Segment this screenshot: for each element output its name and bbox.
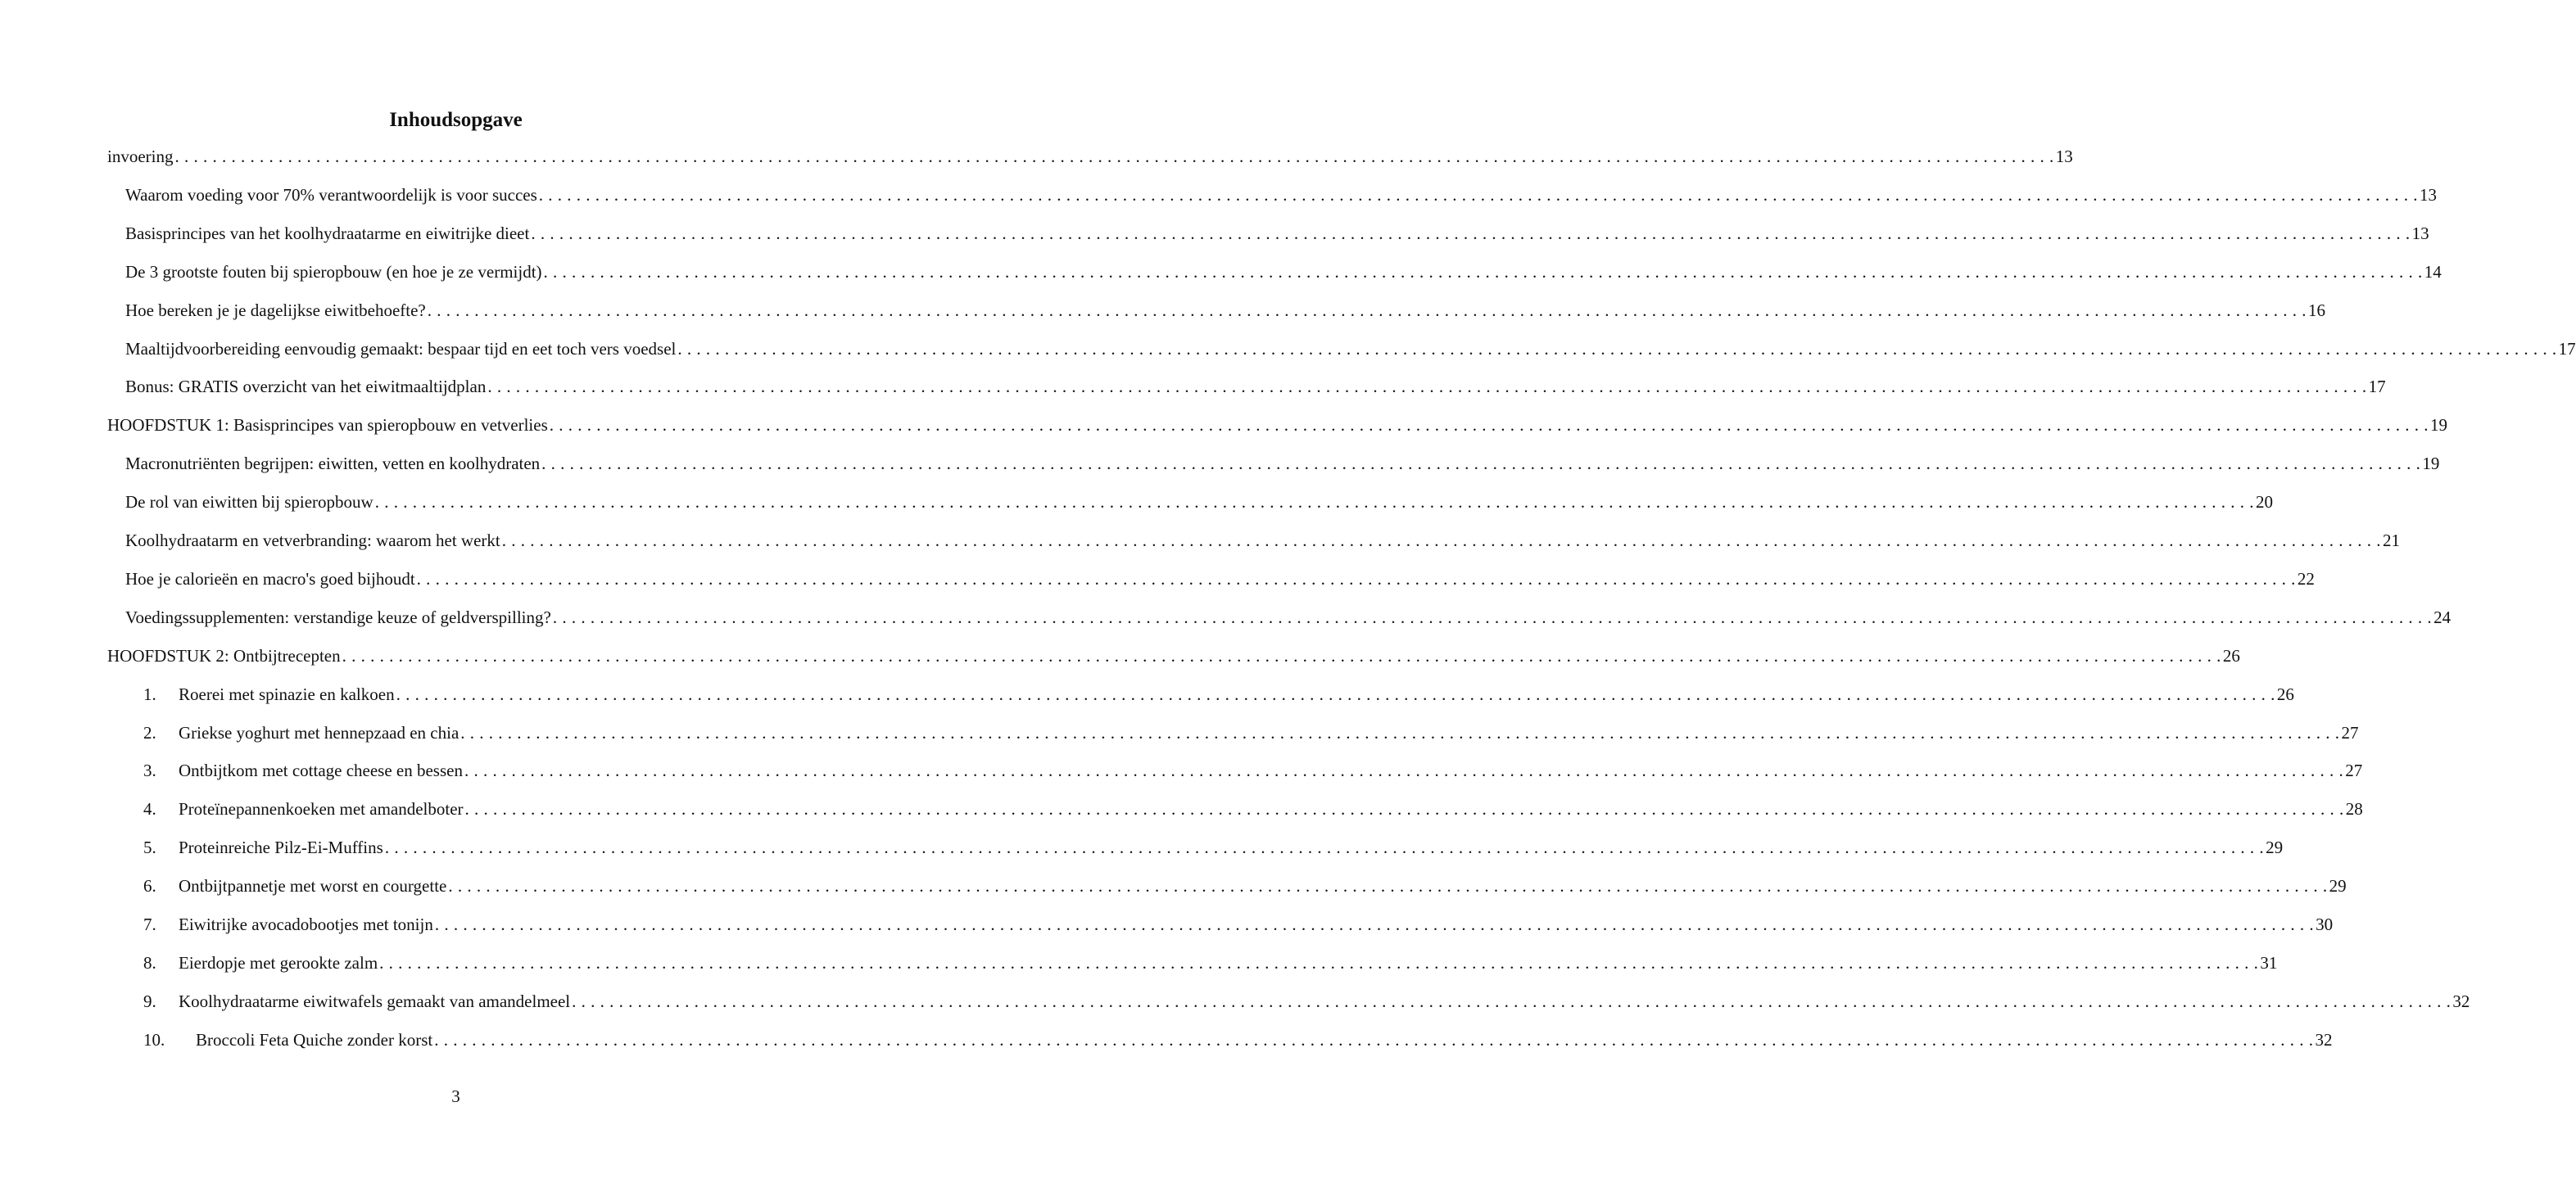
toc-entry-number: 9. (143, 991, 156, 1011)
toc-entry-label: invoering (107, 147, 174, 166)
toc-entry-page: 17 (2368, 377, 2386, 397)
toc-entry-line (143, 790, 2363, 828)
toc-entry-page: 24 (2433, 607, 2452, 627)
toc-dot-leader: . . . . . . . . . . . . . . . . . . . . . . . . . . . . . . . . . . . . . . . . . . . . . . . . . . . . . . . . . . . . . . . . . . . . . . . . . . . . . . . . . . . . . . . . . . . . . . . . . . . . . . . . . . . . . . . . . . . . . . . . . . . . . . . . . . . . . . . . . . . . . . . . . . . . . . . . . . . . . . . . . . . . . . . . . . . . . . . . . . . . . . . . . . . . . . . . . . . . . . . . (541, 454, 2421, 474)
toc-entry-line (125, 291, 2325, 329)
toc-entry-page: 26 (2276, 684, 2294, 704)
toc-entry-label: Proteinreiche Pilz-Ei-Muffins (179, 838, 383, 858)
toc-entry[interactable] (0, 752, 2363, 789)
toc-entry-label: Koolhydraatarm en vetverbranding: waarom het werkt (125, 531, 500, 550)
toc-entry-label: HOOFDSTUK 1: Basisprincipes van spieropbouw en vetverlies (107, 415, 548, 436)
toc-dot-leader: . . . . . . . . . . . . . . . . . . . . . . . . . . . . . . . . . . . . . . . . . . . . . . . . . . . . . . . . . . . . . . . . . . . . . . . . . . . . . . . . . . . . . . . . . . . . . . . . . . . . . . . . . . . . . . . . . . . . . . . . . . . . . . . . . . . . . . . . . . . . . . . . . . . . . . . . . . . . . . . . . . . . . . . . . . . . . . . . . . . . . . . . . . . . . . . . . . . . . . . . (379, 952, 2259, 973)
toc-entry-label: Roerei met spinazie en kalkoen (179, 684, 395, 704)
toc-entry-page: 27 (2345, 761, 2363, 781)
toc-entry-label: Maaltijdvoorbereiding eenvoudig gemaakt: bespaar tijd en eet toch vers voedsel (125, 338, 677, 359)
toc-dot-leader: . . . . . . . . . . . . . . . . . . . . . . . . . . . . . . . . . . . . . . . . . . . . . . . . . . . . . . . . . . . . . . . . . . . . . . . . . . . . . . . . . . . . . . . . . . . . . . . . . . . . . . . . . . . . . . . . . . . . . . . . . . . . . . . . . . . . . . . . . . . . . . . . . . . . . . . . . . . . . . . . . . . . . . . . . . . . . . . . . . . . . . . . . . . . . . . . . . . . . . . . (501, 531, 2381, 550)
toc-dot-leader: . . . . . . . . . . . . . . . . . . . . . . . . . . . . . . . . . . . . . . . . . . . . . . . . . . . . . . . . . . . . . . . . . . . . . . . . . . . . . . . . . . . . . . . . . . . . . . . . . . . . . . . . . . . . . . . . . . . . . . . . . . . . . . . . . . . . . . . . . . . . . . . . . . . . . . . . . . . . . . . . . . . . . . . . . . . . . . . . . . . . . . . . . . . . . . . . . . . . . . . . (677, 338, 2557, 359)
toc-entry-page: 32 (2315, 1029, 2333, 1050)
toc-entry-page: 26 (2222, 645, 2240, 666)
toc-entry[interactable] (0, 406, 2448, 444)
toc-entry[interactable] (0, 445, 2440, 482)
toc-dot-leader: . . . . . . . . . . . . . . . . . . . . . . . . . . . . . . . . . . . . . . . . . . . . . . . . . . . . . . . . . . . . . . . . . . . . . . . . . . . . . . . . . . . . . . . . . . . . . . . . . . . . . . . . . . . . . . . . . . . . . . . . . . . . . . . . . . . . . . . . . . . . . . . . . . . . . . . . . . . . . . . . . . . . . . . . . . . . . . . . . . . . . . . . . . . . . . . . . . . . . . . . (464, 761, 2344, 781)
toc-entry-line (125, 560, 2315, 598)
toc-entry-page: 22 (2297, 568, 2315, 589)
toc-entry[interactable] (0, 599, 2452, 636)
toc-entry-line (125, 599, 2452, 636)
toc-entry-page: 13 (2411, 223, 2429, 243)
toc-dot-leader: . . . . . . . . . . . . . . . . . . . . . . . . . . . . . . . . . . . . . . . . . . . . . . . . . . . . . . . . . . . . . . . . . . . . . . . . . . . . . . . . . . . . . . . . . . . . . . . . . . . . . . . . . . . . . . . . . . . . . . . . . . . . . . . . . . . . . . . . . . . . . . . . . . . . . . . . . . . . . . . . . . . . . . . . . . . . . . . . . . . . . . . . . . . . . . . . . . . . . . . . (416, 568, 2296, 589)
toc-entry[interactable] (0, 522, 2400, 559)
toc-entry-number: 10. (143, 1029, 165, 1050)
toc-dot-leader: . . . . . . . . . . . . . . . . . . . . . . . . . . . . . . . . . . . . . . . . . . . . . . . . . . . . . . . . . . . . . . . . . . . . . . . . . . . . . . . . . . . . . . . . . . . . . . . . . . . . . . . . . . . . . . . . . . . . . . . . . . . . . . . . . . . . . . . . . . . . . . . . . . . . . . . . . . . . . . . . . . . . . . . . . . . . . . . . . . . . . . . . . . . . . . . . . . . . . . . . (384, 838, 2265, 858)
toc-dot-leader: . . . . . . . . . . . . . . . . . . . . . . . . . . . . . . . . . . . . . . . . . . . . . . . . . . . . . . . . . . . . . . . . . . . . . . . . . . . . . . . . . . . . . . . . . . . . . . . . . . . . . . . . . . . . . . . . . . . . . . . . . . . . . . . . . . . . . . . . . . . . . . . . . . . . . . . . . . . . . . . . . . . . . . . . . . . . . . . . . . . . . . . . . . . . . . . . . . . . . . . . (543, 261, 2423, 282)
toc-entry-line (125, 215, 2429, 252)
toc-entry-page: 13 (2420, 184, 2438, 205)
toc-entry-label: Waarom voeding voor 70% verantwoordelijk is voor succes (125, 184, 537, 205)
toc-entry-page: 19 (2422, 454, 2440, 474)
toc-dot-leader: . . . . . . . . . . . . . . . . . . . . . . . . . . . . . . . . . . . . . . . . . . . . . . . . . . . . . . . . . . . . . . . . . . . . . . . . . . . . . . . . . . . . . . . . . . . . . . . . . . . . . . . . . . . . . . . . . . . . . . . . . . . . . . . . . . . . . . . . . . . . . . . . . . . . . . . . . . . . . . . . . . . . . . . . . . . . . . . . . . . . . . . . . . . . . . . . . . . . . . . . (549, 415, 2429, 436)
toc-entry-label: Hoe bereken je je dagelijkse eiwitbehoefte? (125, 300, 426, 320)
toc-entry-page: 20 (2255, 492, 2273, 513)
toc-entry-line (143, 906, 2334, 943)
toc-entry-line (143, 829, 2284, 866)
toc-entry-label: Hoe je calorieën en macro's goed bijhoudt (125, 568, 415, 589)
toc-entry-label: Ontbijtpannetje met worst en courgette (179, 876, 447, 897)
toc-entry-line (143, 675, 2294, 713)
toc-entry-number: 7. (143, 915, 156, 934)
toc-entry-page: 21 (2383, 531, 2400, 550)
toc-dot-leader: . . . . . . . . . . . . . . . . . . . . . . . . . . . . . . . . . . . . . . . . . . . . . . . . . . . . . . . . . . . . . . . . . . . . . . . . . . . . . . . . . . . . . . . . . . . . . . . . . . . . . . . . . . . . . . . . . . . . . . . . . . . . . . . . . . . . . . . . . . . . . . . . . . . . . . . . . . . . . . . . . . . . . . . . . . . . . . . . . . . . . . . . . . . . . . . . . . . . . . . . (572, 991, 2452, 1011)
toc-entry-line (143, 944, 2278, 982)
toc-entry-number: 1. (143, 684, 156, 704)
toc-entry-page: 28 (2345, 799, 2363, 820)
toc-entry-page: 31 (2260, 952, 2278, 973)
toc-dot-leader: . . . . . . . . . . . . . . . . . . . . . . . . . . . . . . . . . . . . . . . . . . . . . . . . . . . . . . . . . . . . . . . . . . . . . . . . . . . . . . . . . . . . . . . . . . . . . . . . . . . . . . . . . . . . . . . . . . . . . . . . . . . . . . . . . . . . . . . . . . . . . . . . . . . . . . . . . . . . . . . . . . . . . . . . . . . . . . . . . . . . . . . . . . . . . . . . . . . . . . . . (552, 607, 2433, 627)
toc-entry-line (107, 138, 2073, 175)
toc-entry-label: Macronutriënten begrijpen: eiwitten, vetten en koolhydraten (125, 454, 541, 474)
toc-dot-leader: . . . . . . . . . . . . . . . . . . . . . . . . . . . . . . . . . . . . . . . . . . . . . . . . . . . . . . . . . . . . . . . . . . . . . . . . . . . . . . . . . . . . . . . . . . . . . . . . . . . . . . . . . . . . . . . . . . . . . . . . . . . . . . . . . . . . . . . . . . . . . . . . . . . . . . . . . . . . . . . . . . . . . . . . . . . . . . . . . . . . . . . . . . . . . . . . . . . . . . . . (538, 184, 2419, 205)
toc-dot-leader: . . . . . . . . . . . . . . . . . . . . . . . . . . . . . . . . . . . . . . . . . . . . . . . . . . . . . . . . . . . . . . . . . . . . . . . . . . . . . . . . . . . . . . . . . . . . . . . . . . . . . . . . . . . . . . . . . . . . . . . . . . . . . . . . . . . . . . . . . . . . . . . . . . . . . . . . . . . . . . . . . . . . . . . . . . . . . . . . . . . . . . . . . . . . . . . . . . . . . . . . (342, 645, 2221, 666)
toc-entry-line (143, 1021, 2333, 1059)
toc-title: Inhoudsopgave (389, 109, 523, 131)
toc-entry-number: 3. (143, 761, 156, 781)
toc-entry[interactable] (0, 867, 2347, 905)
toc-entry-line (125, 330, 2576, 368)
toc-dot-leader: . . . . . . . . . . . . . . . . . . . . . . . . . . . . . . . . . . . . . . . . . . . . . . . . . . . . . . . . . . . . . . . . . . . . . . . . . . . . . . . . . . . . . . . . . . . . . . . . . . . . . . . . . . . . . . . . . . . . . . . . . . . . . . . . . . . . . . . . . . . . . . . . . . . . . . . . . . . . . . . . . . . . . . . . . . . . . . . . . . . . . . . . . . . . . . . . . . . . . . . . (374, 492, 2254, 513)
toc-entry-label: Broccoli Feta Quiche zonder korst (196, 1029, 433, 1050)
toc-entry-line (143, 867, 2347, 905)
toc-entry-number: 6. (143, 876, 156, 897)
toc-entry[interactable] (0, 637, 2240, 675)
toc-entry-page: 17 (2558, 338, 2576, 359)
toc-entry[interactable] (0, 291, 2325, 329)
toc-entry[interactable] (0, 253, 2442, 291)
toc-entry-line (125, 522, 2400, 559)
toc-dot-leader: . . . . . . . . . . . . . . . . . . . . . . . . . . . . . . . . . . . . . . . . . . . . . . . . . . . . . . . . . . . . . . . . . . . . . . . . . . . . . . . . . . . . . . . . . . . . . . . . . . . . . . . . . . . . . . . . . . . . . . . . . . . . . . . . . . . . . . . . . . . . . . . . . . . . . . . . . . . . . . . . . . . . . . . . . . . . . . . . . . . . . . . . . . . . . . . . . . . . . . . . (460, 722, 2340, 743)
toc-entry-label: Eiwitrijke avocadobootjes met tonijn (179, 915, 433, 934)
toc-dot-leader: . . . . . . . . . . . . . . . . . . . . . . . . . . . . . . . . . . . . . . . . . . . . . . . . . . . . . . . . . . . . . . . . . . . . . . . . . . . . . . . . . . . . . . . . . . . . . . . . . . . . . . . . . . . . . . . . . . . . . . . . . . . . . . . . . . . . . . . . . . . . . . . . . . . . . . . . . . . . . . . . . . . . . . . . . . . . . . . . . . . . . . . . . . . . . . . . . . . . . . . . (427, 300, 2307, 320)
toc-entry[interactable] (0, 176, 2438, 214)
toc-entry-page: 30 (2316, 915, 2334, 934)
toc-entry[interactable] (0, 330, 2576, 368)
toc-entry-page: 32 (2452, 991, 2470, 1011)
toc-dot-leader: . . . . . . . . . . . . . . . . . . . . . . . . . . . . . . . . . . . . . . . . . . . . . . . . . . . . . . . . . . . . . . . . . . . . . . . . . . . . . . . . . . . . . . . . . . . . . . . . . . . . . . . . . . . . . . . . . . . . . . . . . . . . . . . . . . . . . . . . . . . . . . . . . . . . . . . . . . . . . . . . . . . . . . . . . . . . . . . . . . . . . . . . . . . . . . . . . . . . . . . . (174, 147, 2054, 166)
toc-entry-number: 8. (143, 952, 156, 973)
toc-entry-page: 29 (2329, 876, 2347, 897)
toc-entry-page: 16 (2308, 300, 2325, 320)
toc-entry-label: Koolhydraatarme eiwitwafels gemaakt van amandelmeel (179, 991, 571, 1011)
toc-entry-line (125, 445, 2440, 482)
toc-entry[interactable] (0, 560, 2315, 598)
toc-entry-label: De rol van eiwitten bij spieropbouw (125, 492, 373, 513)
toc-entry[interactable] (0, 1021, 2333, 1059)
toc-entry-line (107, 406, 2448, 444)
toc-dot-leader: . . . . . . . . . . . . . . . . . . . . . . . . . . . . . . . . . . . . . . . . . . . . . . . . . . . . . . . . . . . . . . . . . . . . . . . . . . . . . . . . . . . . . . . . . . . . . . . . . . . . . . . . . . . . . . . . . . . . . . . . . . . . . . . . . . . . . . . . . . . . . . . . . . . . . . . . . . . . . . . . . . . . . . . . . . . . . . . . . . . . . . . . . . . . . . . . . . . . . . . . (464, 799, 2344, 820)
toc-entry[interactable] (0, 944, 2278, 982)
toc-entry-number: 2. (143, 722, 156, 743)
toc-entry-page: 13 (2055, 147, 2073, 166)
toc-entry-page: 29 (2266, 838, 2284, 858)
toc-entry-line (125, 483, 2273, 521)
toc-entry-label: Ontbijtkom met cottage cheese en bessen (179, 761, 463, 781)
toc-entry[interactable] (0, 790, 2363, 828)
toc-entry-line (143, 714, 2359, 752)
toc-entry-label: Bonus: GRATIS overzicht van het eiwitmaaltijdplan (125, 377, 487, 397)
toc-entry[interactable] (0, 906, 2334, 943)
toc-dot-leader: . . . . . . . . . . . . . . . . . . . . . . . . . . . . . . . . . . . . . . . . . . . . . . . . . . . . . . . . . . . . . . . . . . . . . . . . . . . . . . . . . . . . . . . . . . . . . . . . . . . . . . . . . . . . . . . . . . . . . . . . . . . . . . . . . . . . . . . . . . . . . . . . . . . . . . . . . . . . . . . . . . . . . . . . . . . . . . . . . . . . . . . . . . . . . . . . . . . . . . . . (448, 876, 2328, 897)
page-number: 3 (451, 1086, 460, 1106)
toc-entry-label: HOOFDSTUK 2: Ontbijtrecepten (107, 645, 341, 666)
toc-entry-label: Basisprincipes van het koolhydraatarme en eiwitrijke dieet (125, 223, 530, 243)
toc-entry-label: Voedingssupplementen: verstandige keuze of geldverspilling? (125, 607, 551, 627)
toc-entry-label: Griekse yoghurt met hennepzaad en chia (179, 722, 460, 743)
toc-entry-page: 27 (2341, 722, 2359, 743)
toc-entry-label: De 3 grootste fouten bij spieropbouw (en hoe je ze vermijdt) (125, 261, 542, 282)
toc-dot-leader: . . . . . . . . . . . . . . . . . . . . . . . . . . . . . . . . . . . . . . . . . . . . . . . . . . . . . . . . . . . . . . . . . . . . . . . . . . . . . . . . . . . . . . . . . . . . . . . . . . . . . . . . . . . . . . . . . . . . . . . . . . . . . . . . . . . . . . . . . . . . . . . . . . . . . . . . . . . . . . . . . . . . . . . . . . . . . . . . . . . . . . . . . . . . . . . . . . . . . . . . (396, 684, 2275, 704)
toc-entry[interactable] (0, 138, 2073, 175)
toc-entry-line (125, 253, 2442, 291)
toc-dot-leader: . . . . . . . . . . . . . . . . . . . . . . . . . . . . . . . . . . . . . . . . . . . . . . . . . . . . . . . . . . . . . . . . . . . . . . . . . . . . . . . . . . . . . . . . . . . . . . . . . . . . . . . . . . . . . . . . . . . . . . . . . . . . . . . . . . . . . . . . . . . . . . . . . . . . . . . . . . . . . . . . . . . . . . . . . . . . . . . . . . . . . . . . . . . . . . . . . . . . . . . . (434, 915, 2315, 934)
toc-entry-line (143, 752, 2363, 789)
toc-dot-leader: . . . . . . . . . . . . . . . . . . . . . . . . . . . . . . . . . . . . . . . . . . . . . . . . . . . . . . . . . . . . . . . . . . . . . . . . . . . . . . . . . . . . . . . . . . . . . . . . . . . . . . . . . . . . . . . . . . . . . . . . . . . . . . . . . . . . . . . . . . . . . . . . . . . . . . . . . . . . . . . . . . . . . . . . . . . . . . . . . . . . . . . . . . . . . . . . . . . . . . . . (531, 223, 2411, 243)
toc-entry-line (125, 176, 2438, 214)
toc-entry-line (107, 637, 2240, 675)
toc-entry[interactable] (0, 483, 2273, 521)
toc-entry[interactable] (0, 675, 2294, 713)
toc-entry-page: 14 (2424, 261, 2442, 282)
toc-entry[interactable] (0, 714, 2359, 752)
toc-entry-label: Proteïnepannenkoeken met amandelboter (179, 799, 464, 820)
toc-entry-label: Eierdopje met gerookte zalm (179, 952, 378, 973)
toc-entry[interactable] (0, 982, 2470, 1020)
toc-entry-page: 19 (2430, 415, 2448, 436)
toc-entry-line (143, 982, 2470, 1020)
toc-entry[interactable] (0, 368, 2386, 405)
toc-dot-leader: . . . . . . . . . . . . . . . . . . . . . . . . . . . . . . . . . . . . . . . . . . . . . . . . . . . . . . . . . . . . . . . . . . . . . . . . . . . . . . . . . . . . . . . . . . . . . . . . . . . . . . . . . . . . . . . . . . . . . . . . . . . . . . . . . . . . . . . . . . . . . . . . . . . . . . . . . . . . . . . . . . . . . . . . . . . . . . . . . . . . . . . . . . . . . . . . . . . . . . . . (487, 377, 2367, 397)
toc-entry-number: 4. (143, 799, 156, 820)
toc-dot-leader: . . . . . . . . . . . . . . . . . . . . . . . . . . . . . . . . . . . . . . . . . . . . . . . . . . . . . . . . . . . . . . . . . . . . . . . . . . . . . . . . . . . . . . . . . . . . . . . . . . . . . . . . . . . . . . . . . . . . . . . . . . . . . . . . . . . . . . . . . . . . . . . . . . . . . . . . . . . . . . . . . . . . . . . . . . . . . . . . . . . . . . . . . . . . . . . . . . . . . . . . (434, 1029, 2314, 1050)
toc-entry-number: 5. (143, 838, 156, 858)
toc-entry-line (125, 368, 2386, 405)
toc-entry[interactable] (0, 215, 2429, 252)
toc-entry[interactable] (0, 829, 2284, 866)
